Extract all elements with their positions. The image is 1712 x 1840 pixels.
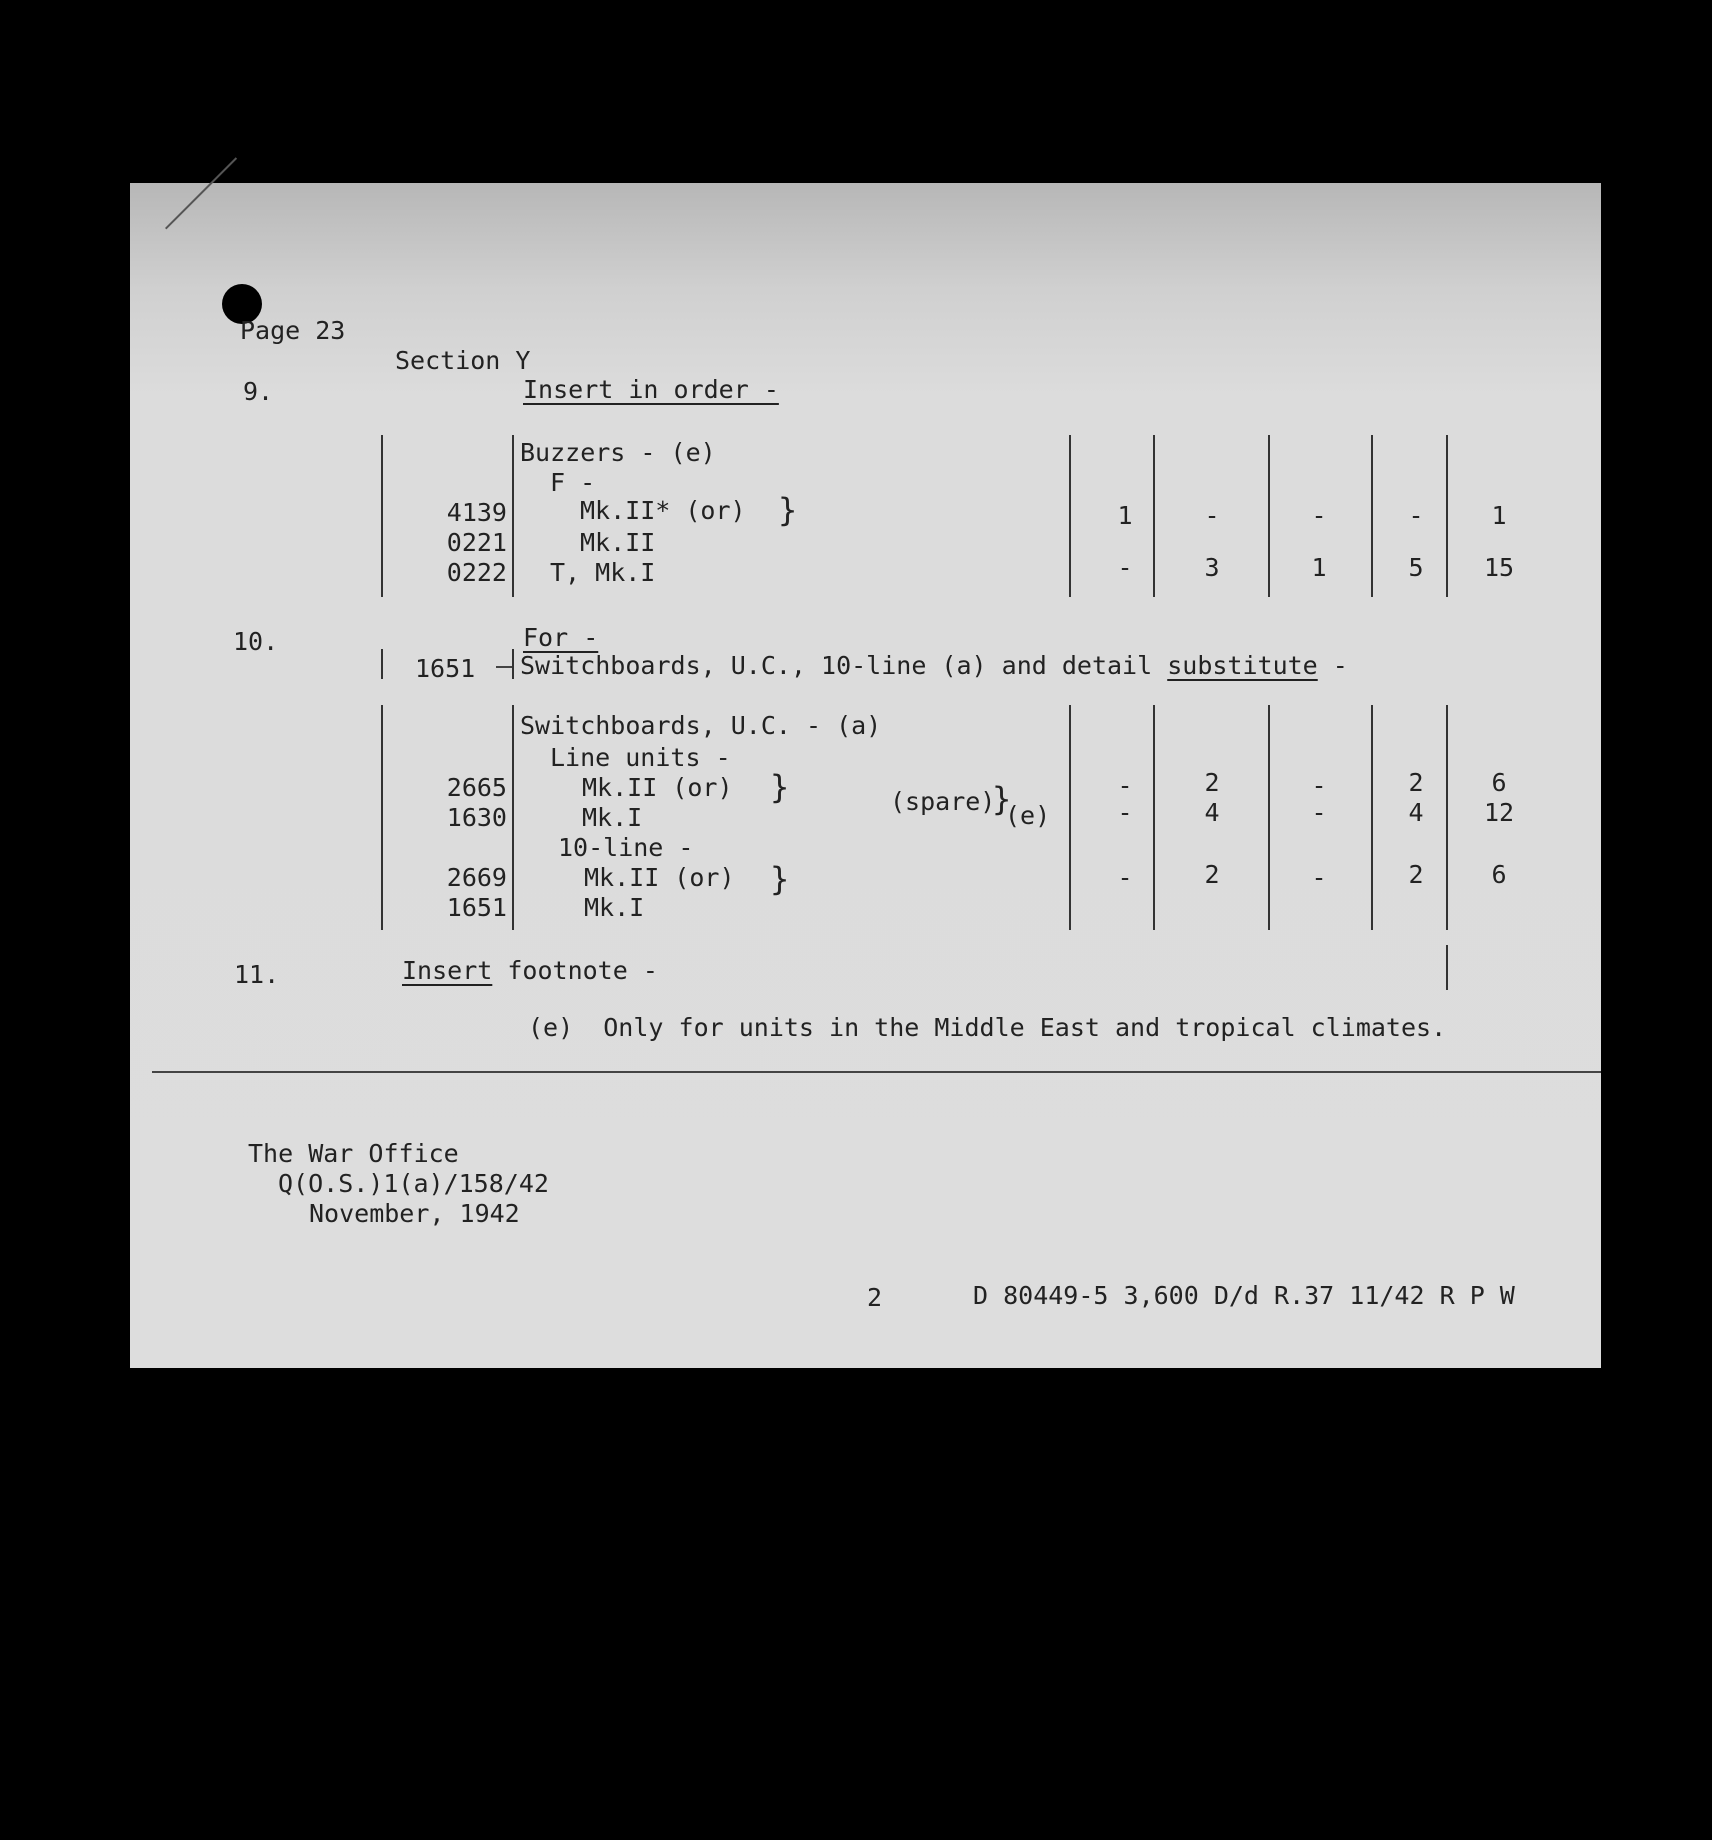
value-cell: 2 [1408, 860, 1424, 889]
buzzers-heading: Buzzers - (e) [520, 438, 716, 467]
for-text [520, 653, 1348, 678]
value-cell: - [1117, 771, 1133, 800]
item-9-number: 9. [243, 377, 274, 406]
document-sheet [130, 183, 1601, 1368]
buzzer-label: Mk.II* (or) [580, 496, 746, 525]
item-11-instruction [402, 958, 658, 983]
for-text-rule [512, 649, 514, 679]
print-code: D 80449-5 3,600 D/d R.37 11/42 R P W [973, 1281, 1515, 1310]
spare-note: (spare) [890, 787, 996, 816]
value-cell: 12 [1483, 798, 1515, 827]
value-cell: 4 [1204, 798, 1220, 827]
substitute-word: substitute [1167, 651, 1318, 680]
ten-line-heading: 10-line - [558, 833, 694, 862]
for-leader [496, 666, 512, 668]
buzzer-code: 0222 [446, 558, 507, 587]
col5-rule-short [1446, 945, 1448, 990]
ten-line-label: Mk.I [584, 893, 645, 922]
value-cell: - [1311, 798, 1327, 827]
ten-line-label: Mk.II (or) [584, 863, 735, 892]
buzzer-label: T, Mk.I [550, 558, 656, 587]
value-cell: - [1408, 501, 1424, 530]
footnote-instruction: footnote - [507, 956, 658, 985]
buzzer-label: Mk.II [580, 528, 656, 557]
insert-word: Insert [402, 956, 493, 985]
buzzers-f-subheading: F - [550, 468, 596, 497]
page-number: Page 23 [240, 316, 346, 345]
bracket-tl: } [770, 860, 790, 898]
divider-line [152, 1071, 1601, 1073]
col2-rule [1153, 705, 1155, 930]
for-text-body: Switchboards, U.C., 10-line (a) and detail [520, 651, 1153, 680]
bracket-9: } [778, 491, 798, 529]
col4-rule [1371, 435, 1373, 597]
value-cell: - [1311, 771, 1327, 800]
for-label: For - [523, 623, 599, 652]
value-cell: 1 [1491, 501, 1507, 530]
switchboards-heading: Switchboards, U.C. - (a) [520, 711, 882, 740]
col3-rule [1268, 705, 1270, 930]
value-cell: 6 [1491, 768, 1507, 797]
value-cell: - [1117, 553, 1133, 582]
line-unit-code: 2665 [446, 773, 507, 802]
value-cell: 2 [1204, 860, 1220, 889]
footnote-text: (e) Only for units in the Middle East and tropical climates. [528, 1013, 1447, 1042]
item-9-instruction-text: Insert in order - [523, 375, 779, 404]
for-code-rule [381, 649, 383, 679]
value-cell: 2 [1408, 768, 1424, 797]
value-cell: 4 [1408, 798, 1424, 827]
value-cell: - [1311, 863, 1327, 892]
value-cell: 3 [1204, 553, 1220, 582]
item-10-for [523, 625, 598, 650]
item-10-number: 10. [233, 627, 279, 656]
value-cell: 2 [1204, 768, 1220, 797]
line-unit-label: Mk.II (or) [582, 773, 733, 802]
value-cell: 1 [1117, 501, 1133, 530]
col2-rule [1153, 435, 1155, 597]
text-column-rule [512, 705, 514, 930]
office-name: The War Office [248, 1139, 459, 1168]
ten-line-code: 1651 [446, 893, 507, 922]
value-cell: - [1204, 501, 1220, 530]
col5-rule [1446, 435, 1448, 597]
buzzer-code: 0221 [446, 528, 507, 557]
line-unit-code: 1630 [446, 803, 507, 832]
ten-line-code: 2669 [446, 863, 507, 892]
item-11-number: 11. [234, 960, 280, 989]
e-note: (e) [1005, 801, 1051, 830]
section-title: Section Y [395, 346, 531, 375]
col3-rule [1268, 435, 1270, 597]
line-unit-label: Mk.I [582, 803, 643, 832]
footer-page-number: 2 [867, 1283, 883, 1312]
value-cell: - [1311, 501, 1327, 530]
for-dash: - [1332, 651, 1348, 680]
value-cell: - [1117, 863, 1133, 892]
value-cell: 15 [1483, 553, 1515, 582]
value-cell: 5 [1408, 553, 1424, 582]
spare-brace: } [992, 780, 1012, 818]
value-cell: 6 [1491, 860, 1507, 889]
col1-rule [1069, 435, 1071, 597]
office-reference: Q(O.S.)1(a)/158/42 [278, 1169, 549, 1198]
buzzer-code: 4139 [446, 498, 507, 527]
col4-rule [1371, 705, 1373, 930]
item-9-instruction [523, 377, 779, 402]
scratch-mark [165, 157, 237, 229]
line-units-heading: Line units - [550, 743, 731, 772]
bracket-lu: } [770, 768, 790, 806]
for-code: 1651 [415, 654, 476, 683]
col1-rule [1069, 705, 1071, 930]
issue-date: November, 1942 [309, 1199, 520, 1228]
value-cell: - [1117, 798, 1133, 827]
text-column-rule [512, 435, 514, 597]
value-cell: 1 [1311, 553, 1327, 582]
col5-rule [1446, 705, 1448, 930]
